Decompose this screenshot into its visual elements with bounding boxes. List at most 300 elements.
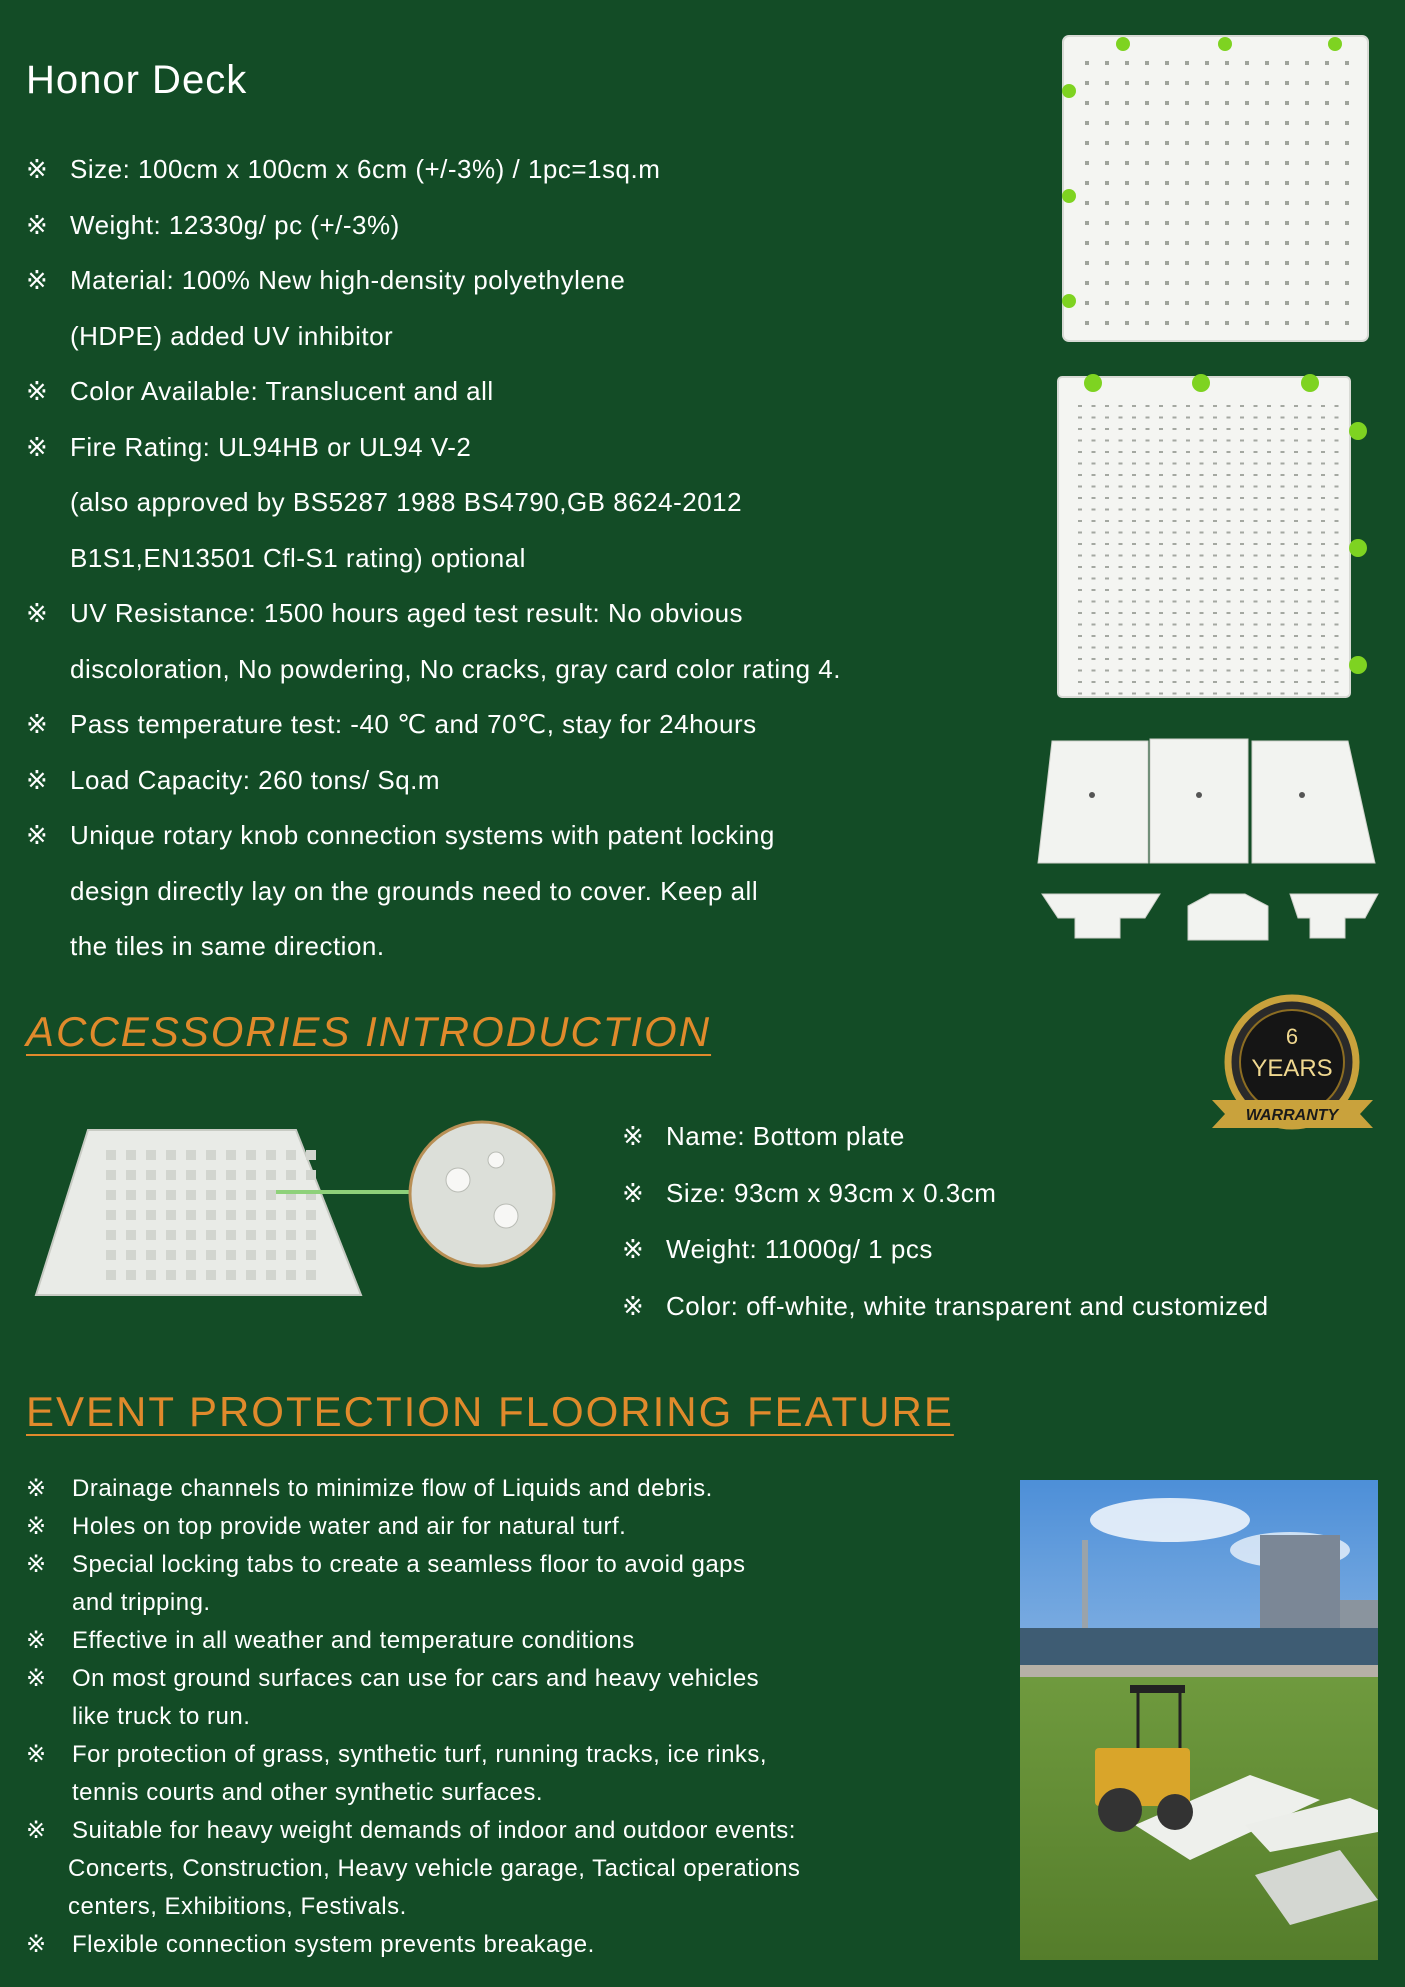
tile-hole [1294,670,1298,672]
tile-hole [1205,181,1209,185]
tile-hole [1227,624,1231,626]
tile-hole [1265,281,1269,285]
tile-hole [1281,509,1285,511]
tile-hole [1173,693,1177,695]
tile-hole [1254,405,1258,407]
tile-hole [1245,241,1249,245]
tile-hole [1146,670,1150,672]
tile-hole [1225,121,1229,125]
tile-hole [1186,440,1190,442]
tile-hole [1092,451,1096,453]
bullet-mark: ※ [622,1121,645,1151]
accessory-spec-line [622,1221,1269,1278]
tile-hole [1267,601,1271,603]
tile-hole [1173,635,1177,637]
event-section-title: EVENT PROTECTION FLOORING FEATURE [26,1388,954,1435]
tile-hole [1119,417,1123,419]
tile-hole [1119,509,1123,511]
tile-hole [286,1270,296,1280]
tile-hole [1146,440,1150,442]
spec-text: Size: 100cm x 100cm x 6cm (+/-3%) / 1pc=1sq.m [70,154,661,184]
tile-hole [1227,612,1231,614]
tile-hole [1092,486,1096,488]
tile-hole [1285,61,1289,65]
tile-hole [1146,474,1150,476]
tile-hole [1267,635,1271,637]
tile-hole [1078,624,1082,626]
tile-hole [1267,543,1271,545]
tile-hole [1267,578,1271,580]
tile-hole [1285,261,1289,265]
tile-hole [1325,61,1329,65]
tile-hole [1225,221,1229,225]
tile-hole [1213,578,1217,580]
tile-hole [1240,555,1244,557]
tile-hole [1119,670,1123,672]
tile-hole [1240,624,1244,626]
tile-hole [1200,417,1204,419]
tile-hole [1200,440,1204,442]
tile-hole [226,1270,236,1280]
tile-hole [1105,612,1109,614]
tile-hole [1225,101,1229,105]
tile-hole [1185,201,1189,205]
tile-hole [1254,509,1258,511]
tile-hole [1092,670,1096,672]
spec-text: Weight: 12330g/ pc (+/-3%) [70,209,400,240]
tile-hole [1200,451,1204,453]
tile-hole [1325,261,1329,265]
tile-hole [1245,61,1249,65]
tile-hole [1321,486,1325,488]
tile-hole [1305,141,1309,145]
tile-hole [1125,321,1129,325]
tile-hole [1227,486,1231,488]
tile-hole [1345,301,1349,305]
tile-hole [1325,141,1329,145]
tile-hole [1325,101,1329,105]
tile-hole [1078,543,1082,545]
feature-line [26,1736,1006,1774]
tile-hole [1132,417,1136,419]
tile-hole [1159,589,1163,591]
tile-hole [1245,321,1249,325]
tile-hole [1321,509,1325,511]
tile-hole [1281,589,1285,591]
bullet-mark: ※ [26,1665,47,1692]
tile-hole [1321,612,1325,614]
tile-hole [1078,520,1082,522]
tile-hole [1240,693,1244,695]
tile-hole [246,1150,256,1160]
tile-hole [1281,543,1285,545]
feature-text: tennis courts and other synthetic surfaces. [72,1779,544,1806]
feature-line [26,1888,1006,1926]
feature-line [26,1470,1006,1508]
tile-hole [1105,497,1109,499]
tile-hole [1132,647,1136,649]
tile-hole [1159,520,1163,522]
tile-hole [1213,658,1217,660]
tile-hole [1132,624,1136,626]
tile-hole [1119,578,1123,580]
tile-hole [1165,161,1169,165]
bullet-mark: ※ [26,764,49,795]
tile-hole [306,1210,316,1220]
spec-line [26,919,1026,975]
tile-hole [1132,681,1136,683]
tile-hole [1186,463,1190,465]
tile-hole [1186,589,1190,591]
tile-hole [1078,612,1082,614]
tile-hole [1240,520,1244,522]
tile-hole [1145,221,1149,225]
tile-hole [1294,486,1298,488]
tile-hole [166,1150,176,1160]
tile-hole [1078,463,1082,465]
tile-hole [1119,543,1123,545]
tile-hole [1254,612,1258,614]
tile-hole [1119,693,1123,695]
tile-hole [1105,121,1109,125]
tile-hole [1335,647,1339,649]
tile-hole [1200,474,1204,476]
tile-hole [1308,693,1312,695]
tile-hole [1132,543,1136,545]
spec-list [26,142,1026,975]
tile-hole [1267,681,1271,683]
tile-hole [1305,181,1309,185]
tile-hole [1092,417,1096,419]
tile-hole [1213,555,1217,557]
spec-text: Unique rotary knob connection systems with patent locking [70,820,775,850]
tile-hole [286,1210,296,1220]
tile-hole [1092,440,1096,442]
tile-hole [1146,647,1150,649]
tile-hole [1165,181,1169,185]
tile-hole [1132,486,1136,488]
tile-hole [1213,624,1217,626]
tile-hole [1105,281,1109,285]
tile-hole [1200,520,1204,522]
tile-hole [1085,61,1089,65]
tile-hole [106,1150,116,1160]
ramp-pieces-image [1030,733,1380,868]
tile-hole [1185,261,1189,265]
spec-line [26,753,1026,809]
feature-text: Drainage channels to minimize flow of Liquids and debris. [72,1475,713,1502]
tile-hole [1281,624,1285,626]
feature-text: Holes on top provide water and air for natural turf. [72,1513,627,1540]
tile-hole [1146,543,1150,545]
tile-hole [1281,578,1285,580]
tile-hole [1119,463,1123,465]
spec-line [26,142,1026,198]
tile-hole [1265,301,1269,305]
tile-hole [1281,566,1285,568]
tile-hole [1267,520,1271,522]
tile-hole [1186,635,1190,637]
tile-hole [266,1210,276,1220]
tile-hole [146,1250,156,1260]
tile-hole [1146,589,1150,591]
tile-hole [1146,532,1150,534]
tile-hole [1294,532,1298,534]
tile-hole [1308,578,1312,580]
tile-hole [1335,681,1339,683]
tile-hole [1092,497,1096,499]
tile-hole [1265,241,1269,245]
tile-hole [1146,578,1150,580]
tile-hole [1105,589,1109,591]
feature-text: On most ground surfaces can use for cars and heavy vehicles [72,1665,760,1692]
tile-hole [1119,681,1123,683]
tile-hole [1146,451,1150,453]
feature-text: For protection of grass, synthetic turf, running tracks, ice rinks, [72,1741,768,1768]
tile-hole [1245,161,1249,165]
tile-hole [1240,417,1244,419]
tile-hole [1186,497,1190,499]
tile-hole [1254,601,1258,603]
tile-hole [1173,509,1177,511]
tile-hole [1105,101,1109,105]
accessory-spec-line [622,1165,1269,1222]
tile-hole [1254,670,1258,672]
tile-hole [1186,624,1190,626]
tile-hole [1321,417,1325,419]
tile-hole [1105,543,1109,545]
tile-hole [1335,693,1339,695]
tile-hole [1092,624,1096,626]
tile-hole [1335,589,1339,591]
tile-hole [1281,405,1285,407]
tile-hole [1119,589,1123,591]
tile-hole [1305,161,1309,165]
tile-hole [246,1190,256,1200]
tile-hole [1240,428,1244,430]
tile-hole [1345,121,1349,125]
tile-hole [1146,509,1150,511]
tile-hole [1105,241,1109,245]
tile-hole [1225,241,1229,245]
tile-hole [1119,428,1123,430]
tile-hole [1305,201,1309,205]
tile-hole [1227,647,1231,649]
tile-hole [1308,555,1312,557]
tile-hole [1078,440,1082,442]
tile-hole [1305,61,1309,65]
tile-hole [1119,658,1123,660]
tile-hole [1227,635,1231,637]
tile-hole [1254,589,1258,591]
tile-hole [1254,532,1258,534]
tile-hole [1085,281,1089,285]
tile-hole [1321,578,1325,580]
tile-hole [1132,520,1136,522]
tile-hole [1132,428,1136,430]
tile-hole [1159,543,1163,545]
tile-hole [1240,681,1244,683]
tile-hole [1092,647,1096,649]
tile-hole [1240,405,1244,407]
tile-hole [1294,440,1298,442]
tile-hole [1321,658,1325,660]
spec-text: (HDPE) added UV inhibitor [70,320,394,351]
tile-hole [286,1230,296,1240]
tile-hole [286,1250,296,1260]
tile-hole [166,1250,176,1260]
tile-hole [1105,221,1109,225]
tile-hole [1132,532,1136,534]
tile-hole [1294,405,1298,407]
tile-hole [206,1150,216,1160]
spec-line [26,808,1026,864]
tile-hole [1146,658,1150,660]
warranty-years: YEARS [1251,1055,1333,1082]
tile-hole [126,1210,136,1220]
tile-hole [1281,635,1285,637]
tile-hole [1105,261,1109,265]
tile-hole [1265,161,1269,165]
tile-hole [1132,463,1136,465]
tile-hole [1092,578,1096,580]
tile-hole [1308,509,1312,511]
tile-hole [1281,647,1285,649]
tile-hole [1125,81,1129,85]
tile-hole [1335,451,1339,453]
tile-hole [1325,201,1329,205]
tile-hole [1294,624,1298,626]
tile-hole [1240,440,1244,442]
tile-hole [1308,543,1312,545]
tile-hole [1281,486,1285,488]
tile-hole [1186,509,1190,511]
tile-hole [1267,566,1271,568]
bullet-mark: ※ [26,1475,47,1502]
tile-hole [106,1190,116,1200]
tile-hole [1325,301,1329,305]
tile-hole [1132,612,1136,614]
tile-hole [1105,509,1109,511]
tile-hole [1325,241,1329,245]
tile-hole [1186,601,1190,603]
tile-hole [1321,405,1325,407]
tile-hole [206,1230,216,1240]
tile-hole [1185,301,1189,305]
tile-hole [1325,81,1329,85]
tile-hole [1145,201,1149,205]
tile-hole [1078,474,1082,476]
tile-hole [226,1150,236,1160]
tile-hole [1146,417,1150,419]
tile-hole [1085,261,1089,265]
tile-hole [1186,486,1190,488]
tile-hole [1078,509,1082,511]
tile-hole [1092,474,1096,476]
tile-hole [1200,670,1204,672]
spec-line [26,364,1026,420]
tile-hole [1078,497,1082,499]
tile-hole [1205,241,1209,245]
tile-hole [1205,261,1209,265]
tile-hole [1173,589,1177,591]
tile-hole [1335,566,1339,568]
feature-text: like truck to run. [72,1703,251,1730]
tile-hole [1213,532,1217,534]
tile-hole [1078,578,1082,580]
tile-hole [1254,624,1258,626]
tile-hole [1281,497,1285,499]
tile-hole [1240,566,1244,568]
tile-hole [1132,589,1136,591]
tile-hole [1078,451,1082,453]
tile-hole [1200,578,1204,580]
bullet-mark: ※ [26,1741,47,1768]
tile-hole [1173,440,1177,442]
tile-hole [1345,201,1349,205]
tile-hole [1245,81,1249,85]
tile-hole [1225,261,1229,265]
tile-hole [1173,647,1177,649]
tile-hole [1225,321,1229,325]
tile-hole [1186,681,1190,683]
tile-hole [1132,497,1136,499]
tile-hole [1294,658,1298,660]
tile-hole [1308,497,1312,499]
tile-hole [1092,405,1096,407]
tile-hole [1173,428,1177,430]
tile-hole [1186,566,1190,568]
tile-hole [1227,681,1231,683]
tile-hole [1078,555,1082,557]
tile-hole [1092,520,1096,522]
tile-hole [1308,612,1312,614]
tile-hole [1145,181,1149,185]
tile-hole [1185,281,1189,285]
tile-hole [166,1270,176,1280]
tile-hole [1186,658,1190,660]
tile-hole [1173,463,1177,465]
tile-hole [1185,121,1189,125]
tile-hole [1254,658,1258,660]
tile-hole [1305,241,1309,245]
tile-hole [1267,693,1271,695]
tile-hole [106,1230,116,1240]
tile-hole [1105,181,1109,185]
tile-hole [1285,161,1289,165]
tile-hole [1200,612,1204,614]
tile-hole [1227,670,1231,672]
tile-hole [1085,321,1089,325]
tile-hole [1159,693,1163,695]
tile-hole [1245,301,1249,305]
tile-hole [1294,612,1298,614]
tile-hole [1205,321,1209,325]
tile-hole [1281,693,1285,695]
tile-hole [1159,474,1163,476]
spec-line [26,420,1026,476]
tile-hole [1345,221,1349,225]
tile-hole [1186,555,1190,557]
tile-hole [1159,417,1163,419]
tile-hole [1186,543,1190,545]
spec-text: B1S1,EN13501 Cfl-S1 rating) optional [70,542,526,573]
tile-hole [1159,509,1163,511]
bullet-mark: ※ [26,1931,47,1958]
tile-hole [1281,417,1285,419]
tile-hole [1245,221,1249,225]
bullet-mark: ※ [26,709,49,739]
